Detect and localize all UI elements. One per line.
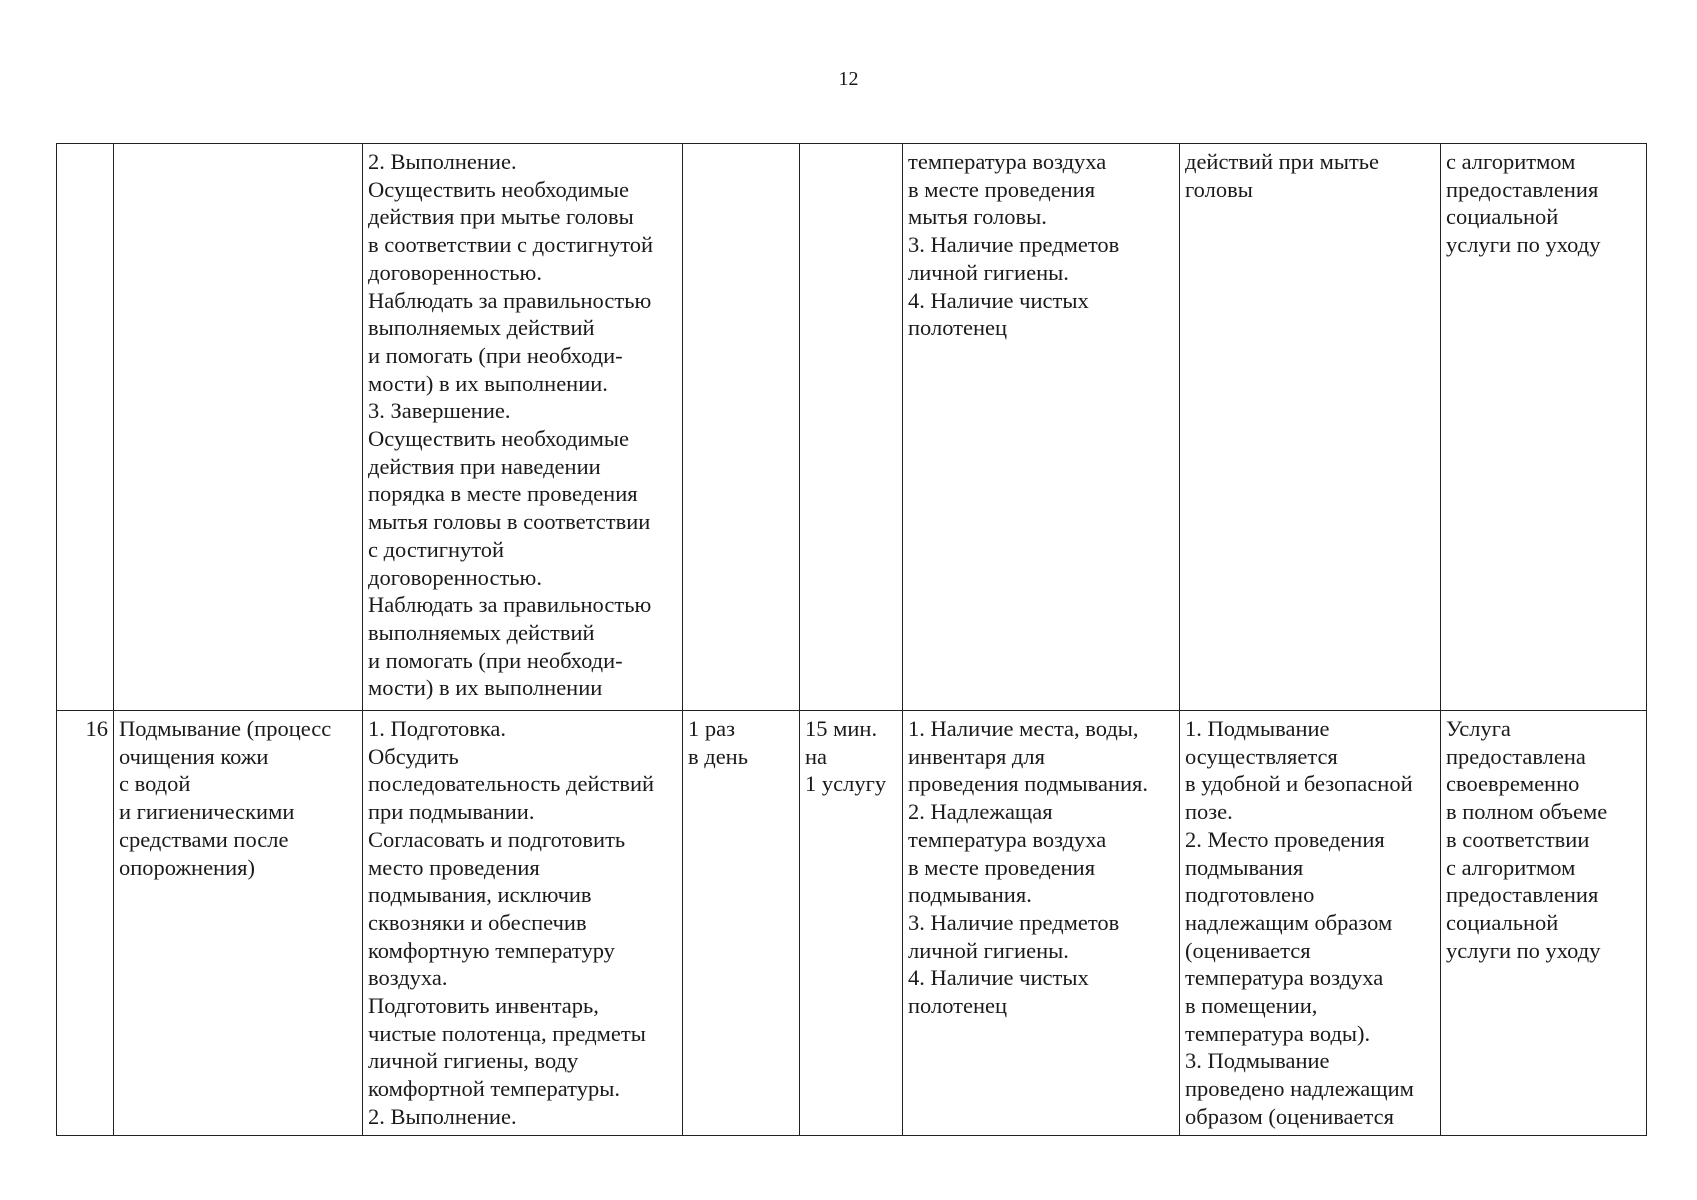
service-standards-table [56,143,1647,1136]
cell-text-line: с алгоритмом [1446,854,1576,880]
conditions-cell [903,711,1180,1136]
cell-text-line: Наблюдать за правильностью [368,592,652,618]
cell-text-line: чистые полотенца, предметы [368,1020,646,1046]
cell-text-line: Подготовить инвентарь, [368,993,599,1019]
cell-text-line: 1 услугу [805,771,887,797]
table-row-16 [57,711,1647,1136]
cell-text-line: полотенец [908,315,1008,341]
cell-text-line: с достигнутой [368,536,505,562]
cell-text-line: действия при мытье головы [368,204,634,230]
cell-text-line: с водой [119,771,191,797]
cell-text-line: своевременно [1446,771,1580,797]
cell-text-line: с алгоритмом [1446,149,1576,174]
quality-indicators-cell [1180,711,1441,1136]
cell-text-line: мости) в их выполнении [368,675,603,701]
cell-text-line: температура воздуха [908,149,1107,174]
cell-text-line: предоставления [1446,176,1599,202]
page-number: 12 [838,68,859,90]
cell-text-line: Обсудить [368,743,459,769]
cell-text-line: в соответствии [1446,826,1590,852]
cell-text-line: 4. Наличие чистых [908,965,1089,991]
cell-text-line: мытья головы. [908,204,1047,230]
cell-text-line: сквозняки и обеспечив [368,909,587,935]
cell-text-line: выполняемых действий [368,315,595,341]
cell-text-line: социальной [1446,909,1559,935]
cell-text-line: Согласовать и подготовить [368,826,626,852]
cell-text-line: 1 раз [688,716,735,741]
cell-text-line: предоставлена [1446,743,1586,769]
cell-text-line: последовательность действий [368,771,655,797]
duration-cell [800,711,903,1136]
cell-text-line: в соответствии с достигнутой [368,232,654,258]
cell-text-line: место проведения [368,854,540,880]
cell-text-line: подмывания [1185,854,1304,880]
cell-text-line: в месте проведения [908,854,1096,880]
cell-text-line: в удобной и безопасной [1185,771,1413,797]
cell-text-line: порядка в месте проведения [368,481,638,507]
result-evaluation-cell [1441,144,1647,711]
cell-text-line: Услуга [1446,716,1511,741]
cell-text-line: договоренностью. [368,564,542,590]
frequency-cell [683,144,800,711]
cell-text-line: полотенец [908,993,1008,1019]
duration-cell [800,144,903,711]
cell-text-line: образом (оценивается [1185,1103,1394,1129]
cell-text-line: 2. Выполнение. [368,149,517,174]
cell-text-line: осуществляется [1185,743,1338,769]
result-evaluation-cell [1441,711,1647,1136]
cell-text-line: 3. Подмывание [1185,1048,1330,1074]
quality-indicators-cell [1180,144,1441,711]
procedure-cell [363,144,683,711]
cell-text-line: личной гигиены. [908,259,1069,285]
service-name-cell [114,711,363,1136]
row-number-cell: 16 [57,711,114,1136]
service-name-cell [114,144,363,711]
cell-text-line: личной гигиены, воду [368,1048,579,1074]
cell-text-line: в день [688,743,748,769]
cell-text-line: в помещении, [1185,993,1318,1019]
cell-text-line: 1. Наличие места, воды, [908,716,1139,741]
cell-text-line: Подмывание (процесс [119,716,332,741]
cell-text-line: договоренностью. [368,259,542,285]
cell-text-line: 2. Выполнение. [368,1103,517,1129]
cell-text-line: головы [1185,176,1253,202]
cell-text-line: в месте проведения [908,176,1096,202]
cell-text-line: услуги по уходу [1446,937,1601,963]
cell-text-line: температура воздуха [1185,965,1384,991]
table-row-continued [57,144,1647,711]
cell-text-line: выполняемых действий [368,619,595,645]
cell-text-line: подмывания, исключив [368,882,592,908]
cell-text-line: личной гигиены. [908,937,1069,963]
cell-text-line: и гигиеническими [119,799,295,825]
cell-text-line: 3. Завершение. [368,398,511,424]
row-number-cell [57,144,114,711]
cell-text-line: на [805,743,828,769]
conditions-cell [903,144,1180,711]
cell-text-line: 3. Наличие предметов [908,232,1120,258]
cell-text-line: Осуществить необходимые [368,426,629,452]
cell-text-line: услуги по уходу [1446,232,1601,258]
cell-text-line: при подмывании. [368,799,535,825]
cell-text-line: комфортную температуру [368,937,615,963]
frequency-cell [683,711,800,1136]
cell-text-line: очищения кожи [119,743,269,769]
cell-text-line: 2. Место проведения [1185,826,1385,852]
cell-text-line: позе. [1185,799,1233,825]
cell-text-line: мости) в их выполнении. [368,370,608,396]
cell-text-line: воздуха. [368,965,448,991]
cell-text-line: предоставления [1446,882,1599,908]
cell-text-line: в полном объеме [1446,799,1608,825]
cell-text-line: проведения подмывания. [908,771,1149,797]
cell-text-line: и помогать (при необходи- [368,342,623,368]
cell-text-line: и помогать (при необходи- [368,647,623,673]
cell-text-line: подмывания. [908,882,1032,908]
cell-text-line: 2. Надлежащая [908,799,1053,825]
cell-text-line: мытья головы в соответствии [368,509,651,535]
cell-text-line: 15 мин. [805,716,878,741]
cell-text-line: средствами после [119,826,289,852]
cell-text-line: 1. Подготовка. [368,716,507,741]
cell-text-line: опорожнения) [119,854,255,880]
cell-text-line: подготовлено [1185,882,1315,908]
cell-text-line: (оценивается [1185,937,1311,963]
cell-text-line: комфортной температуры. [368,1076,620,1102]
cell-text-line: действий при мытье [1185,149,1380,174]
cell-text-line: Наблюдать за правильностью [368,287,652,313]
cell-text-line: надлежащим образом [1185,909,1393,935]
cell-text-line: Осуществить необходимые [368,176,629,202]
cell-text-line: действия при наведении [368,453,601,479]
cell-text-line: 3. Наличие предметов [908,909,1120,935]
cell-text-line: температура воды). [1185,1020,1371,1046]
cell-text-line: 4. Наличие чистых [908,287,1089,313]
cell-text-line: 1. Подмывание [1185,716,1330,741]
cell-text-line: температура воздуха [908,826,1107,852]
cell-text-line: инвентаря для [908,743,1045,769]
procedure-cell [363,711,683,1136]
cell-text-line: проведено надлежащим [1185,1076,1414,1102]
cell-text-line: социальной [1446,204,1559,230]
